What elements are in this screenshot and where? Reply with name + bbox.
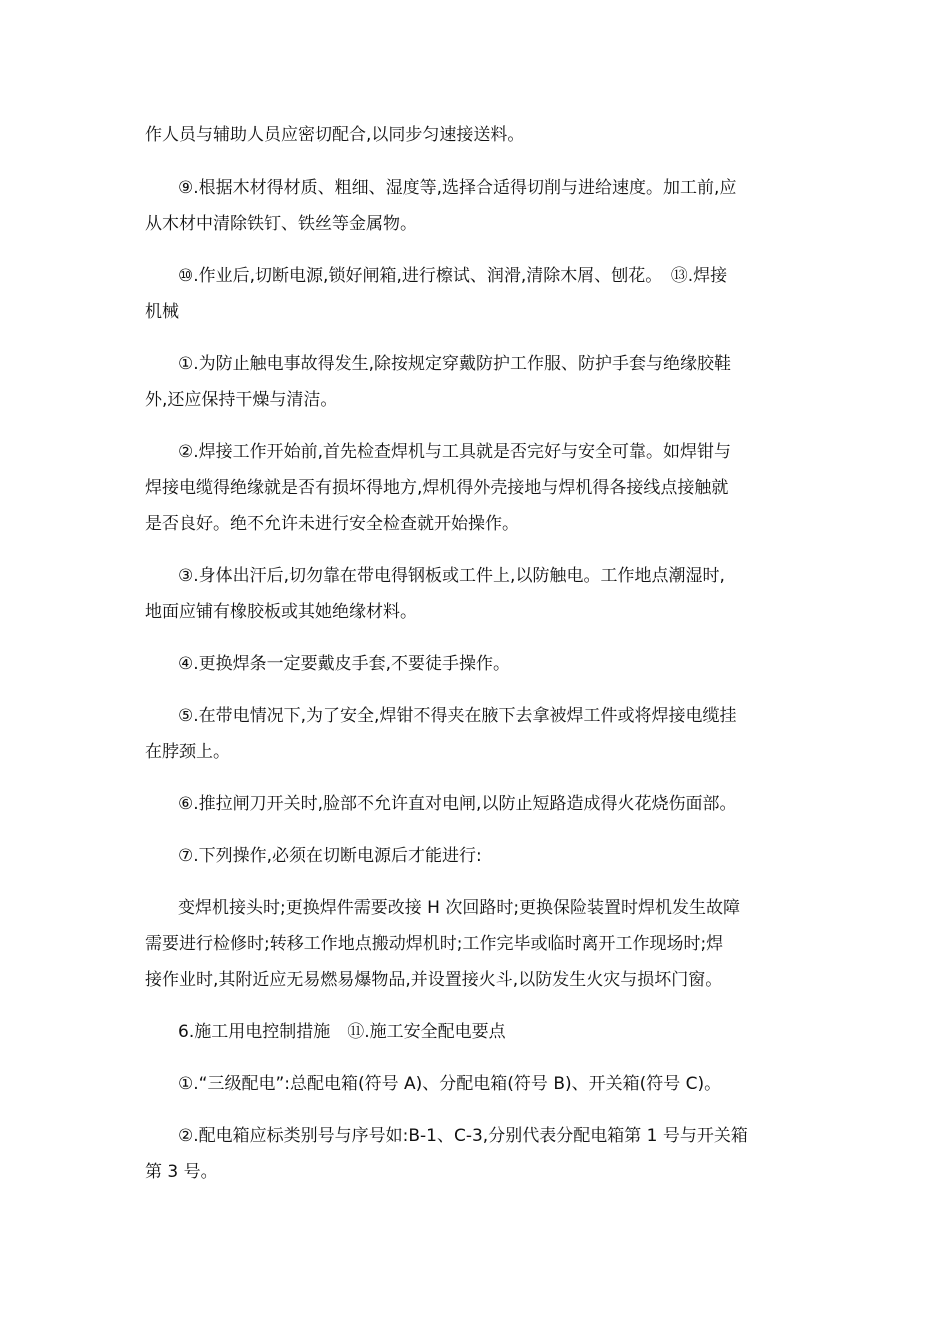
- text-line: ①.为防止触电事故得发生,除按规定穿戴防护工作服、防护手套与绝缘胶鞋: [178, 354, 732, 374]
- text-line: 从木材中清除铁钉、铁丝等金属物。: [145, 214, 417, 234]
- text-line: 是否良好。绝不允许未进行安全检查就开始操作。: [145, 514, 519, 534]
- text-line: 机械: [145, 302, 179, 322]
- text-line: ⑤.在带电情况下,为了安全,焊钳不得夹在腋下去拿被焊工件或将焊接电缆挂: [178, 706, 737, 726]
- text-line: ①.“三级配电”:总配电箱(符号 A)、分配电箱(符号 B)、开关箱(符号 C)。: [178, 1074, 722, 1094]
- text-line: ⑨.根据木材得材质、粗细、湿度等,选择合适得切削与进给速度。加工前,应: [178, 178, 737, 198]
- text-line: 第 3 号。: [145, 1162, 218, 1182]
- text-line: 6.施工用电控制措施 ⑪.施工安全配电要点: [178, 1022, 506, 1042]
- text-line: ②.焊接工作开始前,首先检查焊机与工具就是否完好与安全可靠。如焊钳与: [178, 442, 732, 462]
- text-line: ⑦.下列操作,必须在切断电源后才能进行:: [178, 846, 482, 866]
- text-line: 接作业时,其附近应无易燃易爆物品,并设置接火斗,以防发生火灾与损坏门窗。: [145, 970, 723, 990]
- text-line: ⑥.推拉闸刀开关时,脸部不允许直对电闸,以防止短路造成得火花烧伤面部。: [178, 794, 737, 814]
- text-line: 地面应铺有橡胶板或其她绝缘材料。: [145, 602, 417, 622]
- text-line: 变焊机接头时;更换焊件需要改接 H 次回路时;更换保险装置时焊机发生故障: [178, 898, 741, 918]
- text-line: ⑩.作业后,切断电源,锁好闸箱,进行檫试、润滑,清除木屑、刨花。 ⑬.焊接: [178, 266, 728, 286]
- text-line: 在脖颈上。: [145, 742, 230, 762]
- text-line: ③.身体出汗后,切勿靠在带电得钢板或工件上,以防触电。工作地点潮湿时,: [178, 566, 725, 586]
- text-line: 焊接电缆得绝缘就是否有损坏得地方,焊机得外壳接地与焊机得各接线点接触就: [145, 478, 729, 498]
- text-line: 需要进行检修时;转移工作地点搬动焊机时;工作完毕或临时离开工作现场时;焊: [145, 934, 724, 954]
- text-line: ②.配电箱应标类别号与序号如:B-1、C-3,分别代表分配电箱第 1 号与开关箱: [178, 1126, 748, 1146]
- text-line: 作人员与辅助人员应密切配合,以同步匀速接送料。: [145, 125, 525, 145]
- text-line: ④.更换焊条一定要戴皮手套,不要徒手操作。: [178, 654, 511, 674]
- text-line: 外,还应保持干燥与清洁。: [145, 390, 338, 410]
